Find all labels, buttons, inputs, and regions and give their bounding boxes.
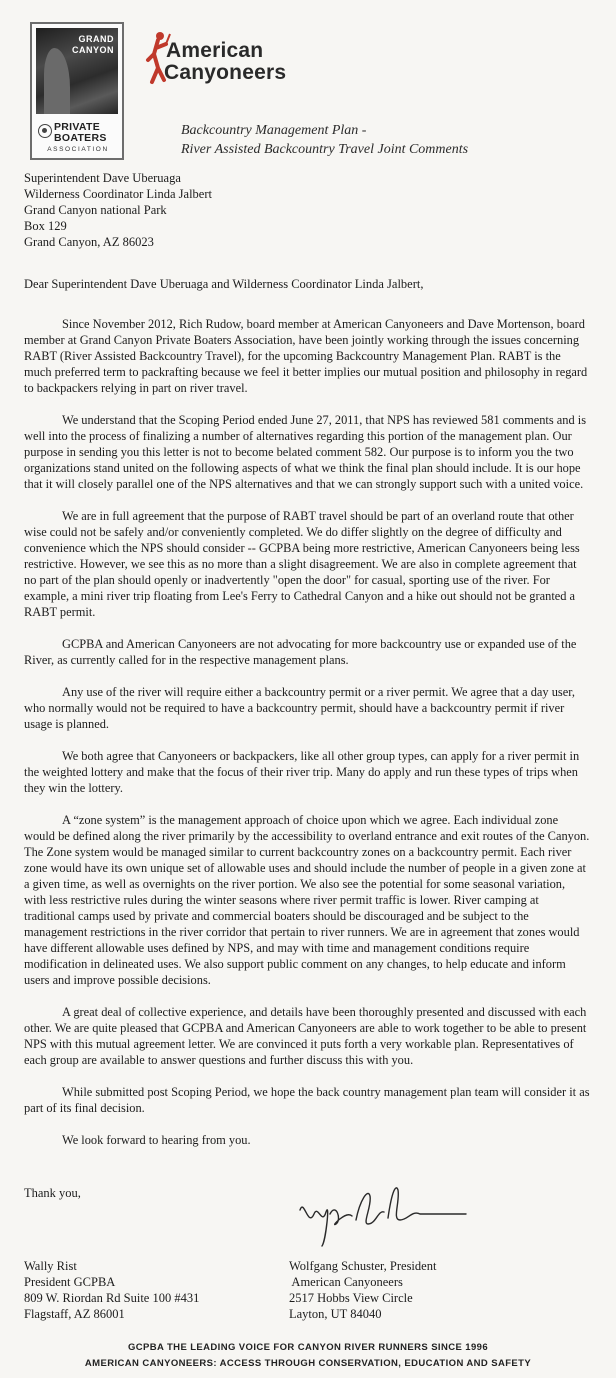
body-paragraph: GCPBA and American Canyoneers are not advocating for more backcountry use or expanded use of the River, as currently called for in the respective management plans. <box>24 637 577 667</box>
address-line: Grand Canyon, AZ 86023 <box>24 235 154 249</box>
salutation: Dear Superintendent Dave Uberuaga and Wilderness Coordinator Linda Jalbert, <box>24 277 424 291</box>
body-paragraph: A “zone system” is the management approach of choice upon which we agree. Each individual zone would be defined along the river primarily by the accessibility to overland entrance and exit routes of the Canyon. The Zone system would be managed similar to current backcountry zones on a backcountry permit. Each river zone would have its own unique set of allowable uses and should include the number of people in a given zone at a given time, as well as overnights on the river portion. We also see the potential for some seasonal variation, with less restrictive rules during the winter seasons where river permit traffic is lower. River camping at traditional camps used by private and commercial boaters should be discouraged and be subject to the management restrictions in the river corridor that pertain to river runners. We are in agreement that zones would have different allowable uses defined by NPS, and may with time and management conditions require modification in delineated uses. We also support public comment on any changes, to help educate and inform users and improve possible decisions. <box>24 813 590 987</box>
handwritten-signature <box>296 1180 476 1250</box>
canyon-photo <box>36 28 118 114</box>
signatory-line: Wolfgang Schuster, President <box>289 1259 437 1273</box>
body-paragraph: We are in full agreement that the purpose of RABT travel should be part of an overland route that other wise could not be safely and/or conveniently completed. We do differ slightly on the degree of difficulty and convenience which the NPS should consider -- GCPBA being more restrictive, American Canyoneers being less restrictive. However, we see this as no more than a slight disagreement. We are also in complete agreement that no part of the plan should openly or inadvertently "open the door" for casual, sporting use of the river. For example, a mini river trip floating from Lee's Ferry to Cathedral Canyon and a hike out should not be granted a RABT permit. <box>24 509 580 619</box>
body-paragraph: A great deal of collective experience, and details have been thoroughly presented and discussed with each other. We are quite pleased that GCPBA and American Canyoneers are able to work together to be able to present NPS with this mutual agreement letter. We are convinced it puts forth a very workable plan. Representatives of each group are available to answer questions and further discuss this with you. <box>24 1005 587 1067</box>
body-paragraph: We both agree that Canyoneers or backpackers, like all other group types, can apply for a river permit in the weighted lottery and make that the focus of their river trip. Many do apply and run these types of trips when they win the lottery. <box>24 749 580 795</box>
address-line: Wilderness Coordinator Linda Jalbert <box>24 187 212 201</box>
letter-body <box>24 316 590 1164</box>
footer-gcpba-tagline: GCPBA THE LEADING VOICE FOR CANYON RIVER RUNNERS SINCE 1996 <box>127 1342 489 1353</box>
signatory-line: 809 W. Riordan Rd Suite 100 #431 <box>24 1291 200 1305</box>
closing: Thank you, <box>24 1186 81 1200</box>
body-paragraph: Any use of the river will require either a backcountry permit or a river permit. We agree that a day user, who normally would not be required to have a backcountry permit, should have a backcountry permit if river usage is planned. <box>24 685 575 731</box>
gcpba-logo-private: PRIVATE <box>54 121 101 133</box>
signatory-line: Wally Rist <box>24 1259 77 1273</box>
signatory-line: American Canyoneers <box>289 1275 403 1289</box>
gcpba-logo-canyon: CANYON <box>71 45 114 55</box>
body-paragraph: Since November 2012, Rich Rudow, board member at American Canyoneers and Dave Mortenson, board member at Grand Canyon Private Boaters Association, have been jointly working through the issues concerning RABT (River Assisted Backcountry Travel), for the upcoming Backcountry Management Plan. RABT is the much preferred term to packrafting because we feel it better implies our mutual position and philosophy in regard to backpackers relying in part on river travel. <box>24 317 588 395</box>
subject-line-2: River Assisted Backcountry Travel Joint Comments <box>181 142 469 157</box>
address-line: Box 129 <box>24 219 67 233</box>
body-paragraph: We look forward to hearing from you. <box>62 1133 251 1147</box>
signatory-line: Flagstaff, AZ 86001 <box>24 1307 125 1321</box>
letter-subject <box>181 121 468 159</box>
signatory-right <box>289 1258 436 1322</box>
gcpba-logo-grand: GRAND <box>78 34 114 44</box>
signatory-line: Layton, UT 84040 <box>289 1307 382 1321</box>
seal-icon <box>38 124 52 138</box>
address-line: Grand Canyon national Park <box>24 203 167 217</box>
body-paragraph: While submitted post Scoping Period, we hope the back country management plan team will consider it as part of its final decision. <box>24 1085 590 1115</box>
ac-logo-canyoneers: Canyoneers <box>164 61 287 84</box>
signatory-line: 2517 Hobbs View Circle <box>289 1291 413 1305</box>
ac-logo-american: American <box>166 39 264 62</box>
body-paragraph: We understand that the Scoping Period ended June 27, 2011, that NPS has reviewed 581 comments and is well into the process of finalizing a number of alternatives regarding this portion of the management plan. Our purpose in sending you this letter is not to become belated comment 582. Our purpose is to inform you the two organizations stand united on the following aspects of what we think the final plan should include. It is our hope that it will closely parallel one of the NPS alternatives and that we can strongly support such with a united voice. <box>24 413 587 491</box>
american-canyoneers-logo <box>144 30 304 90</box>
gcpba-logo-association: ASSOCIATION <box>47 146 109 153</box>
address-line: Superintendent Dave Uberuaga <box>24 171 181 185</box>
signatory-left <box>24 1258 199 1322</box>
gcpba-logo-boaters: BOATERS <box>54 132 107 144</box>
signatory-line: President GCPBA <box>24 1275 116 1289</box>
gcpba-logo <box>30 22 124 160</box>
subject-line-1: Backcountry Management Plan - <box>181 123 367 138</box>
footer-ac-tagline: AMERICAN CANYONEERS: ACCESS THROUGH CONSERVATION, EDUCATION AND SAFETY <box>84 1358 532 1369</box>
recipient-address <box>24 170 212 250</box>
